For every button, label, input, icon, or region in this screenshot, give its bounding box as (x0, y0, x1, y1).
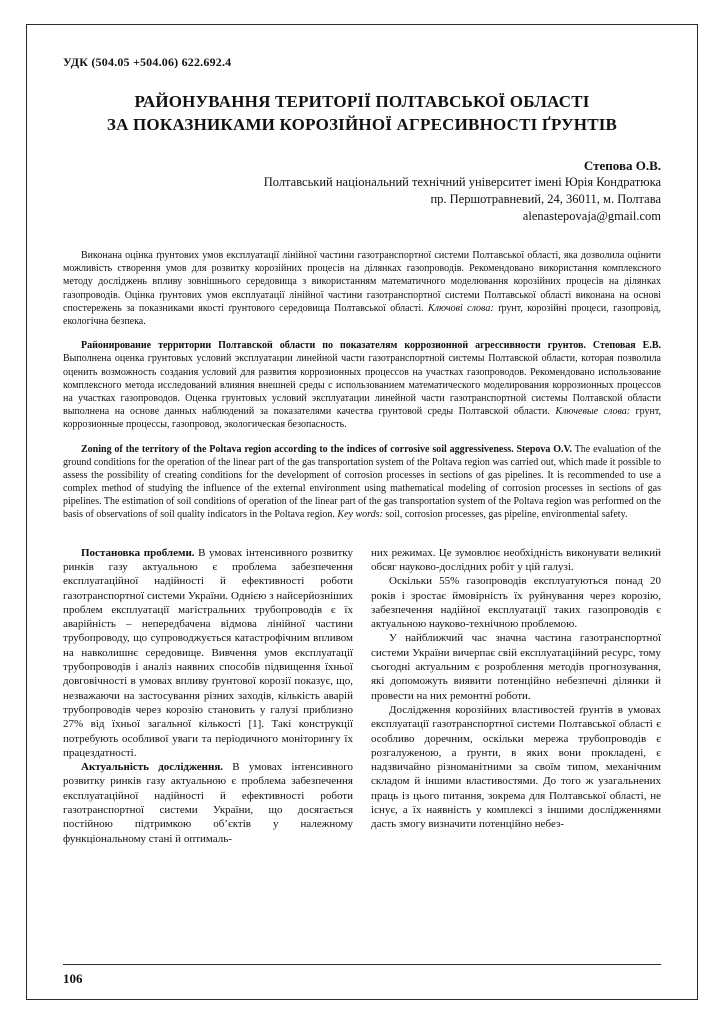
article-title-line2: ЗА ПОКАЗНИКАМИ КОРОЗІЙНОЇ АГРЕСИВНОСТІ ҐРУНТІВ (106, 115, 618, 135)
abstract-english-keywords: soil, corrosion processes, gas pipeline, environmental safety. (382, 509, 628, 521)
page-footer (63, 956, 661, 987)
body-columns (63, 546, 661, 846)
paragraph-research-relevance (63, 760, 353, 846)
abstract-russian-keywords-label: Ключевые слова: (555, 406, 631, 418)
abstract-ukrainian-keywords: ґрунт, корозійні процеси, газопровід, екологічна безпека. (63, 302, 661, 328)
abstract-english-keywords-label: Key words: (337, 509, 383, 521)
author-name: Степова О.В. (583, 157, 661, 173)
abstract-russian-keywords: грунт, коррозионные процессы, газопровод, экологическая безопасность. (63, 406, 661, 431)
paragraph-problem-statement (63, 546, 353, 760)
abstract-russian-lead: Районирование территории Полтавской области по показателям коррозионной агрессивности грунтов. Степовая Е.В. (81, 340, 661, 352)
address: пр. Першотравневий, 24, 36011, м. Полтава (430, 192, 661, 207)
paragraph-lead: Актуальність дослідження. (81, 761, 224, 774)
article-title-line1: РАЙОНУВАННЯ ТЕРИТОРІЇ ПОЛТАВСЬКОЇ ОБЛАСТІ (134, 92, 590, 111)
abstract-english (63, 443, 661, 522)
paragraph: Дослідження корозійних властивостей ґрунтів в умовах експлуатації газотранспортної системи Полтавської області є особливо доречним, оскільки мережа трубопроводів є розгалуженою, а ґрунти, в яких вони прокладені, є надзвичайно різноманітними за своїм типом, механічним складом й іншими властивостями. До того ж узагальнених праць із цього питання, зокрема для Полтавської області, не існує, а їх наявність у комплексі з іншими дослідженнями дасть змогу визначити потенційно небез- (371, 703, 661, 831)
right-column (371, 546, 661, 846)
paragraph-text: В умовах інтенсивного розвитку ринків газу актуальною є проблема забезпечення експлуатаційної надійності й ефективності роботи газотранспортної системи України. Однією з найсерйозніших проблем експлуатації магістральних трубопроводів є їх аварійність – непередбачена відмова лінійної частини трубопроводу, що супроводжується катастрофічним впливом на навколишнє середовище. Вивчення умов експлуатації трубопроводів і аналіз наявних способів підвищення їхньої довговічності в умовах впливу ґрунтової корозії показує, що, незважаючи на застосування різних заходів, кількість аварій трубопроводів через корозію становить у галузі приблизно 27% від їхньої загальної кількості [1]. Такі конструкції потребують особливої уваги та періодичного моніторингу їх працездатності. (63, 546, 353, 759)
paragraph: Оскільки 55% газопроводів експлуатуються понад 20 років і зростає ймовірність їх руйнування через корозію, забезпечення надійної експлуатації таких газопроводів є актуальною науково-технічною проблемою. (371, 575, 661, 631)
udc-number: УДК (504.05 +504.06) 622.692.4 (63, 55, 232, 69)
abstract-english-lead: Zoning of the territory of the Poltava region according to the indices of corrosive soil aggressiveness. Stepova O.V. (81, 443, 572, 455)
affiliation: Полтавський національний технічний університет імені Юрія Кондратюка (263, 175, 661, 190)
paragraph: У найближчий час значна частина газотранспортної системи України вичерпає свій експлуатаційний ресурс, тому сьогодні актуальним є розроблення методів прогнозування, які допоможуть виявити потенційно небезпечні ділянки й провести на них ремонтні роботи. (371, 632, 661, 702)
left-column (63, 546, 353, 846)
footer-divider (63, 964, 661, 965)
abstract-russian-text: Выполнена оценка грунтовых условий эксплуатации линейной части газотранспортной системы Полтавской области, которая позволила оценить возможность создания условий для развития коррозионных процессов на участках газопроводов. Рекомендовано использование комплексного метода исследований влияния внешней среды с использованием математического моделирования коррозионных процессов на участках газопроводов. Оценка грунтовых условий эксплуатации линейной части газотранспортной системы Полтавской области выполнена на основе данных наблюдений за показателями качества грунтовой среды Полтавской области. (63, 353, 661, 418)
email: alenastepovaja@gmail.com (522, 209, 661, 224)
author-block (63, 157, 661, 225)
paragraph-lead: Постановка проблеми. (81, 546, 195, 559)
abstract-russian (63, 339, 661, 431)
abstract-ukrainian-text: Виконана оцінка ґрунтових умов експлуатації лінійної частини газотранспортної системи Полтавської області, яка дозволила оцінити можливість створення умов для розвитку корозійних процесів на ділянках газопроводів. Рекомендовано використання комплексного методу досліджень впливу зовнішнього середовища з використанням математичного моделювання корозійних процесів на ділянках газопроводів. Оцінка ґрунтових умов експлуатації лінійної частини газотранспортної системи Полтавської області виконана на основі спостережень за показниками якості ґрунтового середовища Полтавської області. (63, 250, 661, 314)
paragraph-text: В умовах інтенсивного розвитку ринків газу актуальною є проблема забезпечення експлуатаційної надійності й ефективності роботи газотранспортної системи України, що досягається постійною підтримкою об’єктів у належному функціональному стані й оптималь- (63, 761, 353, 845)
abstract-english-text: The evaluation of the ground conditions for the operation of the linear part of the gas transportation system of the Poltava region was carried out, which made it possible to assess the possibility of creating conditions for the development of corrosion processes in sections of gas pipelines. It is recommended to use a complex method of studying the influence of the external environment using mathematical modeling of corrosion processes in sections of gas pipelines. The estimation of soil conditions of operation of the linear part of the gas transportation system of the Poltava region was performed on the basis of observations of soil quality indicators in the Poltava region. (63, 443, 661, 521)
paragraph-continuation: них режимах. Це зумовлює необхідність виконувати великий обсяг науково-дослідних робіт у цій галузі. (371, 546, 661, 573)
page-border (26, 24, 698, 1000)
page-number: 106 (63, 971, 83, 986)
abstract-ukrainian (63, 249, 661, 328)
abstract-ukrainian-keywords-label: Ключові слова: (427, 302, 494, 314)
article-title (63, 90, 661, 137)
